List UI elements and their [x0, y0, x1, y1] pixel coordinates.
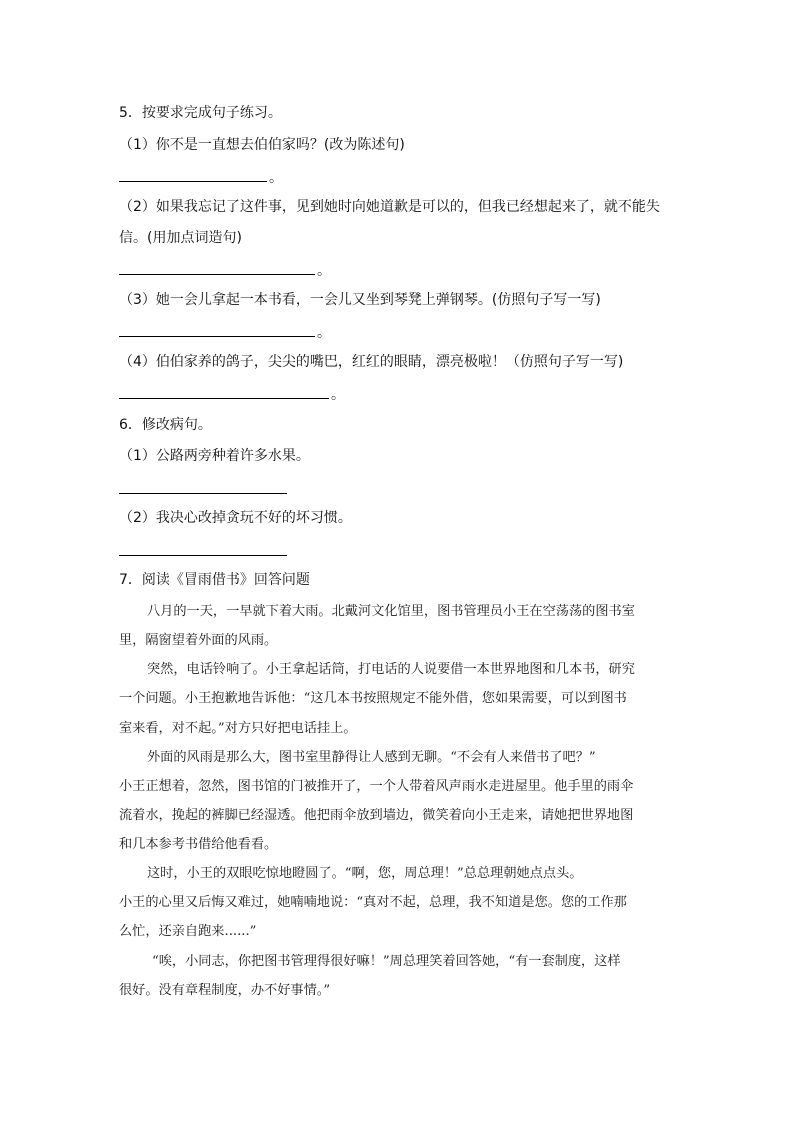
passage-line: 小王正想着，忽然，图书馆的门被推开了，一个人带着风声雨水走进屋里。他手里的雨伞 [119, 779, 634, 794]
question-5-item-4: （4）伯伯家养的鸽子，尖尖的嘴巴，红红的眼睛，漂亮极啦！（仿照句子写一写) [119, 354, 624, 370]
question-5-item-1: （1）你不是一直想去伯伯家吗？(改为陈述句) [119, 137, 405, 153]
question-5-item-2-cont: 信。(用加点词造句) [119, 230, 242, 246]
answer-blank[interactable] [119, 384, 329, 399]
answer-line-5-3[interactable] [119, 322, 331, 342]
passage-line: 流着水，挽起的裤脚已经湿透。他把雨伞放到墙边，微笑着向小王走来，请她把世界地图 [119, 808, 634, 823]
period-mark: 。 [317, 325, 331, 341]
passage-line: 外面的风雨是那么大，图书室里静得让人感到无聊。“不会有人来借书了吧？” [147, 750, 596, 765]
passage-line: 这时，小王的双眼吃惊地瞪圆了。“啊，您，周总理！”总总理朝她点点头。 [147, 866, 583, 881]
question-5-item-2: （2）如果我忘记了这件事，见到她时向她道歉是可以的，但我已经想起来了，就不能失 [119, 199, 660, 215]
passage-line: 一个问题。小王抱歉地告诉他：“这几本书按照规定不能外借，您如果需要，可以到图书 [119, 691, 627, 706]
passage-line: “唉，小同志，你把图书管理得很好嘛！”周总理笑着回答她，“有一套制度，这样 [152, 954, 621, 969]
passage-line: 么忙，还亲自跑来......” [119, 924, 257, 939]
question-7-title: 7．阅读《冒雨借书》回答问题 [119, 572, 310, 588]
answer-line-5-1[interactable] [119, 167, 283, 187]
passage-line: 小王的心里又后悔又难过，她喃喃地说：“真对不起，总理，我不知道是您。您的工作那 [119, 895, 627, 910]
answer-line-5-2[interactable] [119, 260, 331, 280]
answer-blank[interactable] [119, 167, 267, 182]
answer-blank[interactable] [119, 260, 315, 275]
question-5-item-3: （3）她一会儿拿起一本书看，一会儿又坐到琴凳上弹钢琴。(仿照句子写一写) [119, 292, 601, 308]
passage-line: 室来看，对不起。”对方只好把电话挂上。 [119, 721, 357, 736]
question-6-item-2: （2）我决心改掉贪玩不好的坏习惯。 [119, 510, 352, 526]
passage-line: 和几本参考书借给他看看。 [119, 837, 278, 852]
passage-line: 里，隔窗望着外面的风雨。 [119, 633, 278, 648]
period-mark: 。 [317, 263, 331, 279]
answer-blank[interactable] [119, 322, 315, 337]
answer-line-5-4[interactable] [119, 384, 345, 404]
answer-line-6-1[interactable] [119, 492, 287, 494]
question-6-item-1: （1）公路两旁种着许多水果。 [119, 448, 310, 464]
answer-line-6-2[interactable] [119, 554, 287, 556]
question-5-title: 5．按要求完成句子练习。 [119, 105, 282, 121]
period-mark: 。 [269, 170, 283, 186]
passage-line: 很好。没有章程制度，办不好事情。” [119, 983, 331, 998]
question-6-title: 6．修改病句。 [119, 417, 212, 433]
passage-line: 八月的一天，一早就下着大雨。北戴河文化馆里，图书管理员小王在空荡荡的图书室 [147, 604, 635, 619]
passage-line: 突然，电话铃响了。小王拿起话筒，打电话的人说要借一本世界地图和几本书，研究 [147, 662, 635, 677]
period-mark: 。 [331, 387, 345, 403]
